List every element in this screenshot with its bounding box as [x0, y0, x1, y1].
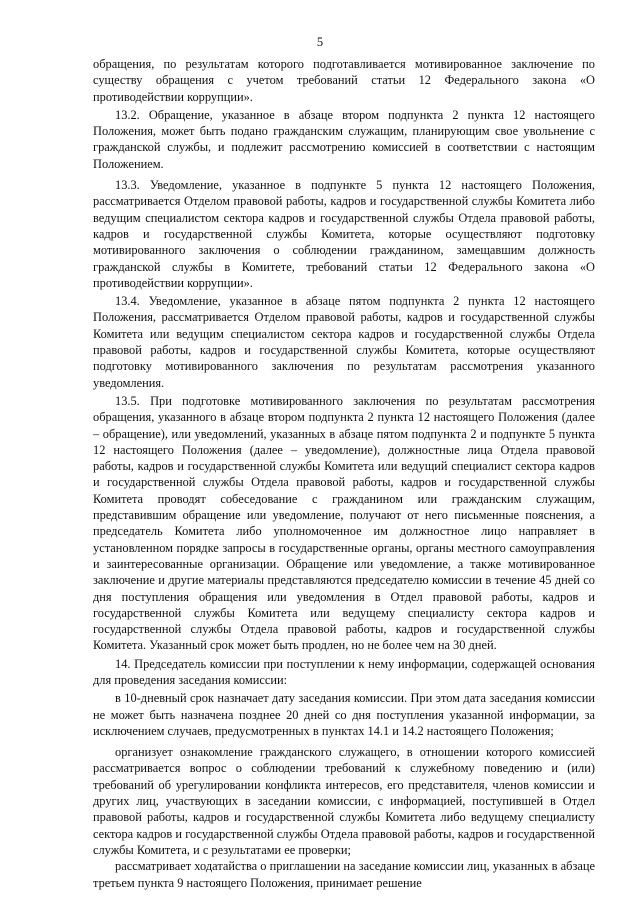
paragraph-14-item-2: организует ознакомление гражданского служащего, в отношении которого комиссией рассматривается вопрос о соблюдении требований к служебному поведению и (или) требований об урегулировании конфликта интересов, его представителя, членов комиссии и других лиц, участвующих в заседании комиссии, с информацией, поступившей в Отдел правовой работы, кадров и государственной службы Комитета либо ведущему специалисту сектора кадров и государственной службы Отдела правовой работы, кадров и государственной службы Комитета, и с результатами ее проверки; [93, 745, 595, 857]
paragraph-13-5: 13.5. При подготовке мотивированного заключения по результатам рассмотрения обращения, указанного в абзаце втором подпункта 2 пункта 12 настоящего Положения (далее – обращение), или уведомлений, указанных в абзаце пятом подпункта 2 и подпункте 5 пункта 12 настоящего Положения (далее – уведомление), должностные лица Отдела правовой работы, кадров и государственной службы Комитета или ведущий специалист сектора кадров и государственной службы Отдела правовой работы, кадров и государственной службы Комитета проводят собеседование с гражданином или гражданским служащим, представившим обращение или уведомление, получают от него письменные пояснения, а председатель Комитета либо уполномоченное им должностное лицо направляет в установленном порядке запросы в государственные органы, органы местного самоуправления и заинтересованные организации. Обращение или уведомление, а также мотивированное заключение и другие материалы представляются председателю комиссии в течение 45 дней со дня поступления обращения или уведомления в Отдел правовой работы, кадров и государственной службы Комитета или ведущему специалисту сектора кадров и государственной службы Отдела правовой работы, кадров и государственной службы Комитета. Указанный срок может быть продлен, но не более чем на 30 дней. [93, 393, 595, 653]
paragraph-13-4: 13.4. Уведомление, указанное в абзаце пятом подпункта 2 пункта 12 настоящего Положения, рассматривается Отделом правовой работы, кадров и государственной службы Комитета или ведущим специалистом сектора кадров и государственной службы Отдела правовой работы, кадров и государственной службы Комитета, которые осуществляют подготовку мотивированного заключения по результатам рассмотрения указанного уведомления. [93, 294, 595, 390]
paragraph-continuation: обращения, по результатам которого подготавливается мотивированное заключение по существу обращения с учетом требований статьи 12 Федерального закона «О противодействии коррупции». [93, 57, 595, 104]
paragraph-14: 14. Председатель комиссии при поступлении к нему информации, содержащей основания для проведения заседания комиссии: [93, 656, 595, 687]
paragraph-14-item-1: в 10-дневный срок назначает дату заседания комиссии. При этом дата заседания комиссии не может быть назначена позднее 20 дней со дня поступления указанной информации, за исключением случаев, предусмотренных в пунктах 14.1 и 14.2 настоящего Положения; [93, 691, 595, 738]
document-body [93, 56, 595, 891]
paragraph-14-item-3: рассматривает ходатайства о приглашении на заседание комиссии лиц, указанных в абзаце третьем пункта 9 настоящего Положения, принимает решение [93, 859, 595, 890]
paragraph-13-3: 13.3. Уведомление, указанное в подпункте 5 пункта 12 настоящего Положения, рассматривается Отделом правовой работы, кадров и государственной службы Комитета либо ведущим специалистом сектора кадров и государственной службы Отдела правовой работы, кадров и государственной службы Комитета, которые осуществляют подготовку мотивированного заключения о соблюдении гражданином, замещавшим должность гражданской службы в Комитете, требований статьи 12 Федерального закона «О противодействии коррупции». [93, 178, 595, 290]
page-number: 5 [316, 35, 324, 49]
paragraph-13-2: 13.2. Обращение, указанное в абзаце втором подпункта 2 пункта 12 настоящего Положения, может быть подано гражданским служащим, планирующим свое увольнение с гражданской службы, и подлежит рассмотрению комиссией в соответствии с настоящим Положением. [93, 107, 595, 171]
